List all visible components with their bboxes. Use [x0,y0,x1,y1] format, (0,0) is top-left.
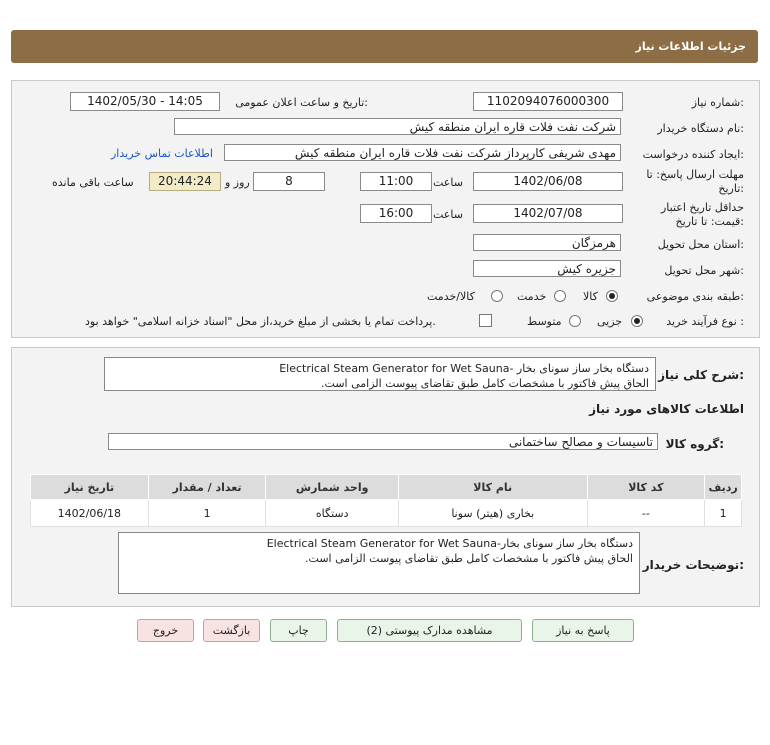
province-label: استان محل تحویل: [657,238,744,251]
days-remaining-field: 8 [253,172,325,191]
city-field: جزیره کیش [473,260,621,277]
announce-date-label: تاریخ و ساعت اعلان عمومی: [235,96,368,109]
validity-label: حداقل تاریخ اعتبار [660,201,744,214]
col-row: ردیف [705,475,742,500]
process-option-medium: متوسط [527,315,562,328]
cell-unit: دستگاه [266,500,399,527]
col-date: تاریخ نیاز [31,475,149,500]
process-option-minor: جزیی [597,315,623,328]
buyer-org-label: نام دستگاه خریدار: [657,122,744,135]
deadline-label-2: تاریخ: [718,182,744,195]
category-radio-goods[interactable] [606,290,618,302]
page-title: جزئیات اطلاعات نیاز [635,40,746,53]
requester-field: مهدی شریفی کارپرداز شرکت نفت فلات قاره ایران منطقه کیش [224,144,621,161]
col-code: کد کالا [587,475,705,500]
goods-table [30,474,742,527]
treasury-payment-checkbox[interactable] [479,314,492,327]
buyer-org-field: شرکت نفت فلات قاره ایران منطقه کیش [174,118,621,135]
category-option-service: خدمت [517,290,547,303]
buyer-notes-line-1: دستگاه بخار ساز سونای بخار-Electrical Steam Generator for Wet Sauna [266,537,633,550]
description-line-1: دستگاه بخار ساز سونای بخار -Electrical Steam Generator for Wet Sauna [279,362,649,375]
deadline-time-field: 11:00 [360,172,432,191]
validity-date-field: 1402/07/08 [473,204,623,223]
days-label: روز و [225,176,250,189]
cell-name: بخاری (هیتر) سونا [398,500,587,527]
process-radio-medium[interactable] [569,315,581,327]
category-label: طبقه بندی موضوعی: [646,290,744,303]
goods-table-header [31,475,742,500]
deadline-label: مهلت ارسال پاسخ: تا [646,168,744,181]
validity-time-field: 16:00 [360,204,432,223]
goods-group-field: تاسیسات و مصالح ساختمانی [108,433,658,450]
buyer-notes-label: توضیحات خریدار: [642,558,744,572]
goods-section-title: اطلاعات کالاهای مورد نیاز [589,402,744,416]
process-label: نوع فرآیند خرید : [666,315,744,328]
buyer-notes-line-2: الحاق پیش فاکتور با مشخصات کامل طبق تقاضای پیوست الزامی است. [305,552,633,565]
deadline-hour-label: ساعت [433,176,463,189]
buyer-notes-text [118,532,640,594]
category-radio-service[interactable] [554,290,566,302]
validity-label-2: قیمت: تا تاریخ: [675,215,744,228]
category-option-goods: کالا [583,290,598,303]
cell-code: -- [587,500,705,527]
treasury-payment-note: پرداخت تمام یا بخشی از مبلغ خرید،از محل "اسناد خزانه اسلامی" خواهد بود. [85,315,436,328]
cell-qty: 1 [148,500,266,527]
process-radio-minor[interactable] [631,315,643,327]
buyer-contact-link[interactable]: اطلاعات تماس خریدار [111,147,213,160]
requester-label: ایجاد کننده درخواست: [642,148,744,161]
city-label: شهر محل تحویل: [664,264,744,277]
table-row [31,500,742,527]
need-number-label: شماره نیاز: [691,96,744,109]
back-button[interactable]: بازگشت [203,619,260,642]
description-text [104,357,656,391]
remaining-label: ساعت باقی مانده [52,176,134,189]
exit-button[interactable]: خروج [137,619,194,642]
description-label: شرح کلی نیاز: [658,368,744,382]
cell-date: 1402/06/18 [31,500,149,527]
cell-row: 1 [705,500,742,527]
col-name: نام کالا [398,475,587,500]
page-header [11,30,758,63]
deadline-date-field: 1402/06/08 [473,172,623,191]
print-button[interactable]: چاپ [270,619,327,642]
description-line-2: الحاق پیش فاکتور با مشخصات کامل طبق تقاضای پیوست الزامی است. [321,377,649,390]
need-number-field: 1102094076000300 [473,92,623,111]
goods-group-label: گروه کالا: [665,437,724,451]
countdown-timer: 20:44:24 [149,172,221,191]
category-radio-goods-service[interactable] [491,290,503,302]
validity-hour-label: ساعت [433,208,463,221]
province-field: هرمزگان [473,234,621,251]
reply-button[interactable]: پاسخ به نیاز [532,619,634,642]
category-option-goods-service: کالا/خدمت [427,290,475,303]
col-unit: واحد شمارش [266,475,399,500]
col-qty: تعداد / مقدار [148,475,266,500]
announce-date-field: 1402/05/30 - 14:05 [70,92,220,111]
view-attachments-button[interactable]: مشاهده مدارک پیوستی (2) [337,619,522,642]
